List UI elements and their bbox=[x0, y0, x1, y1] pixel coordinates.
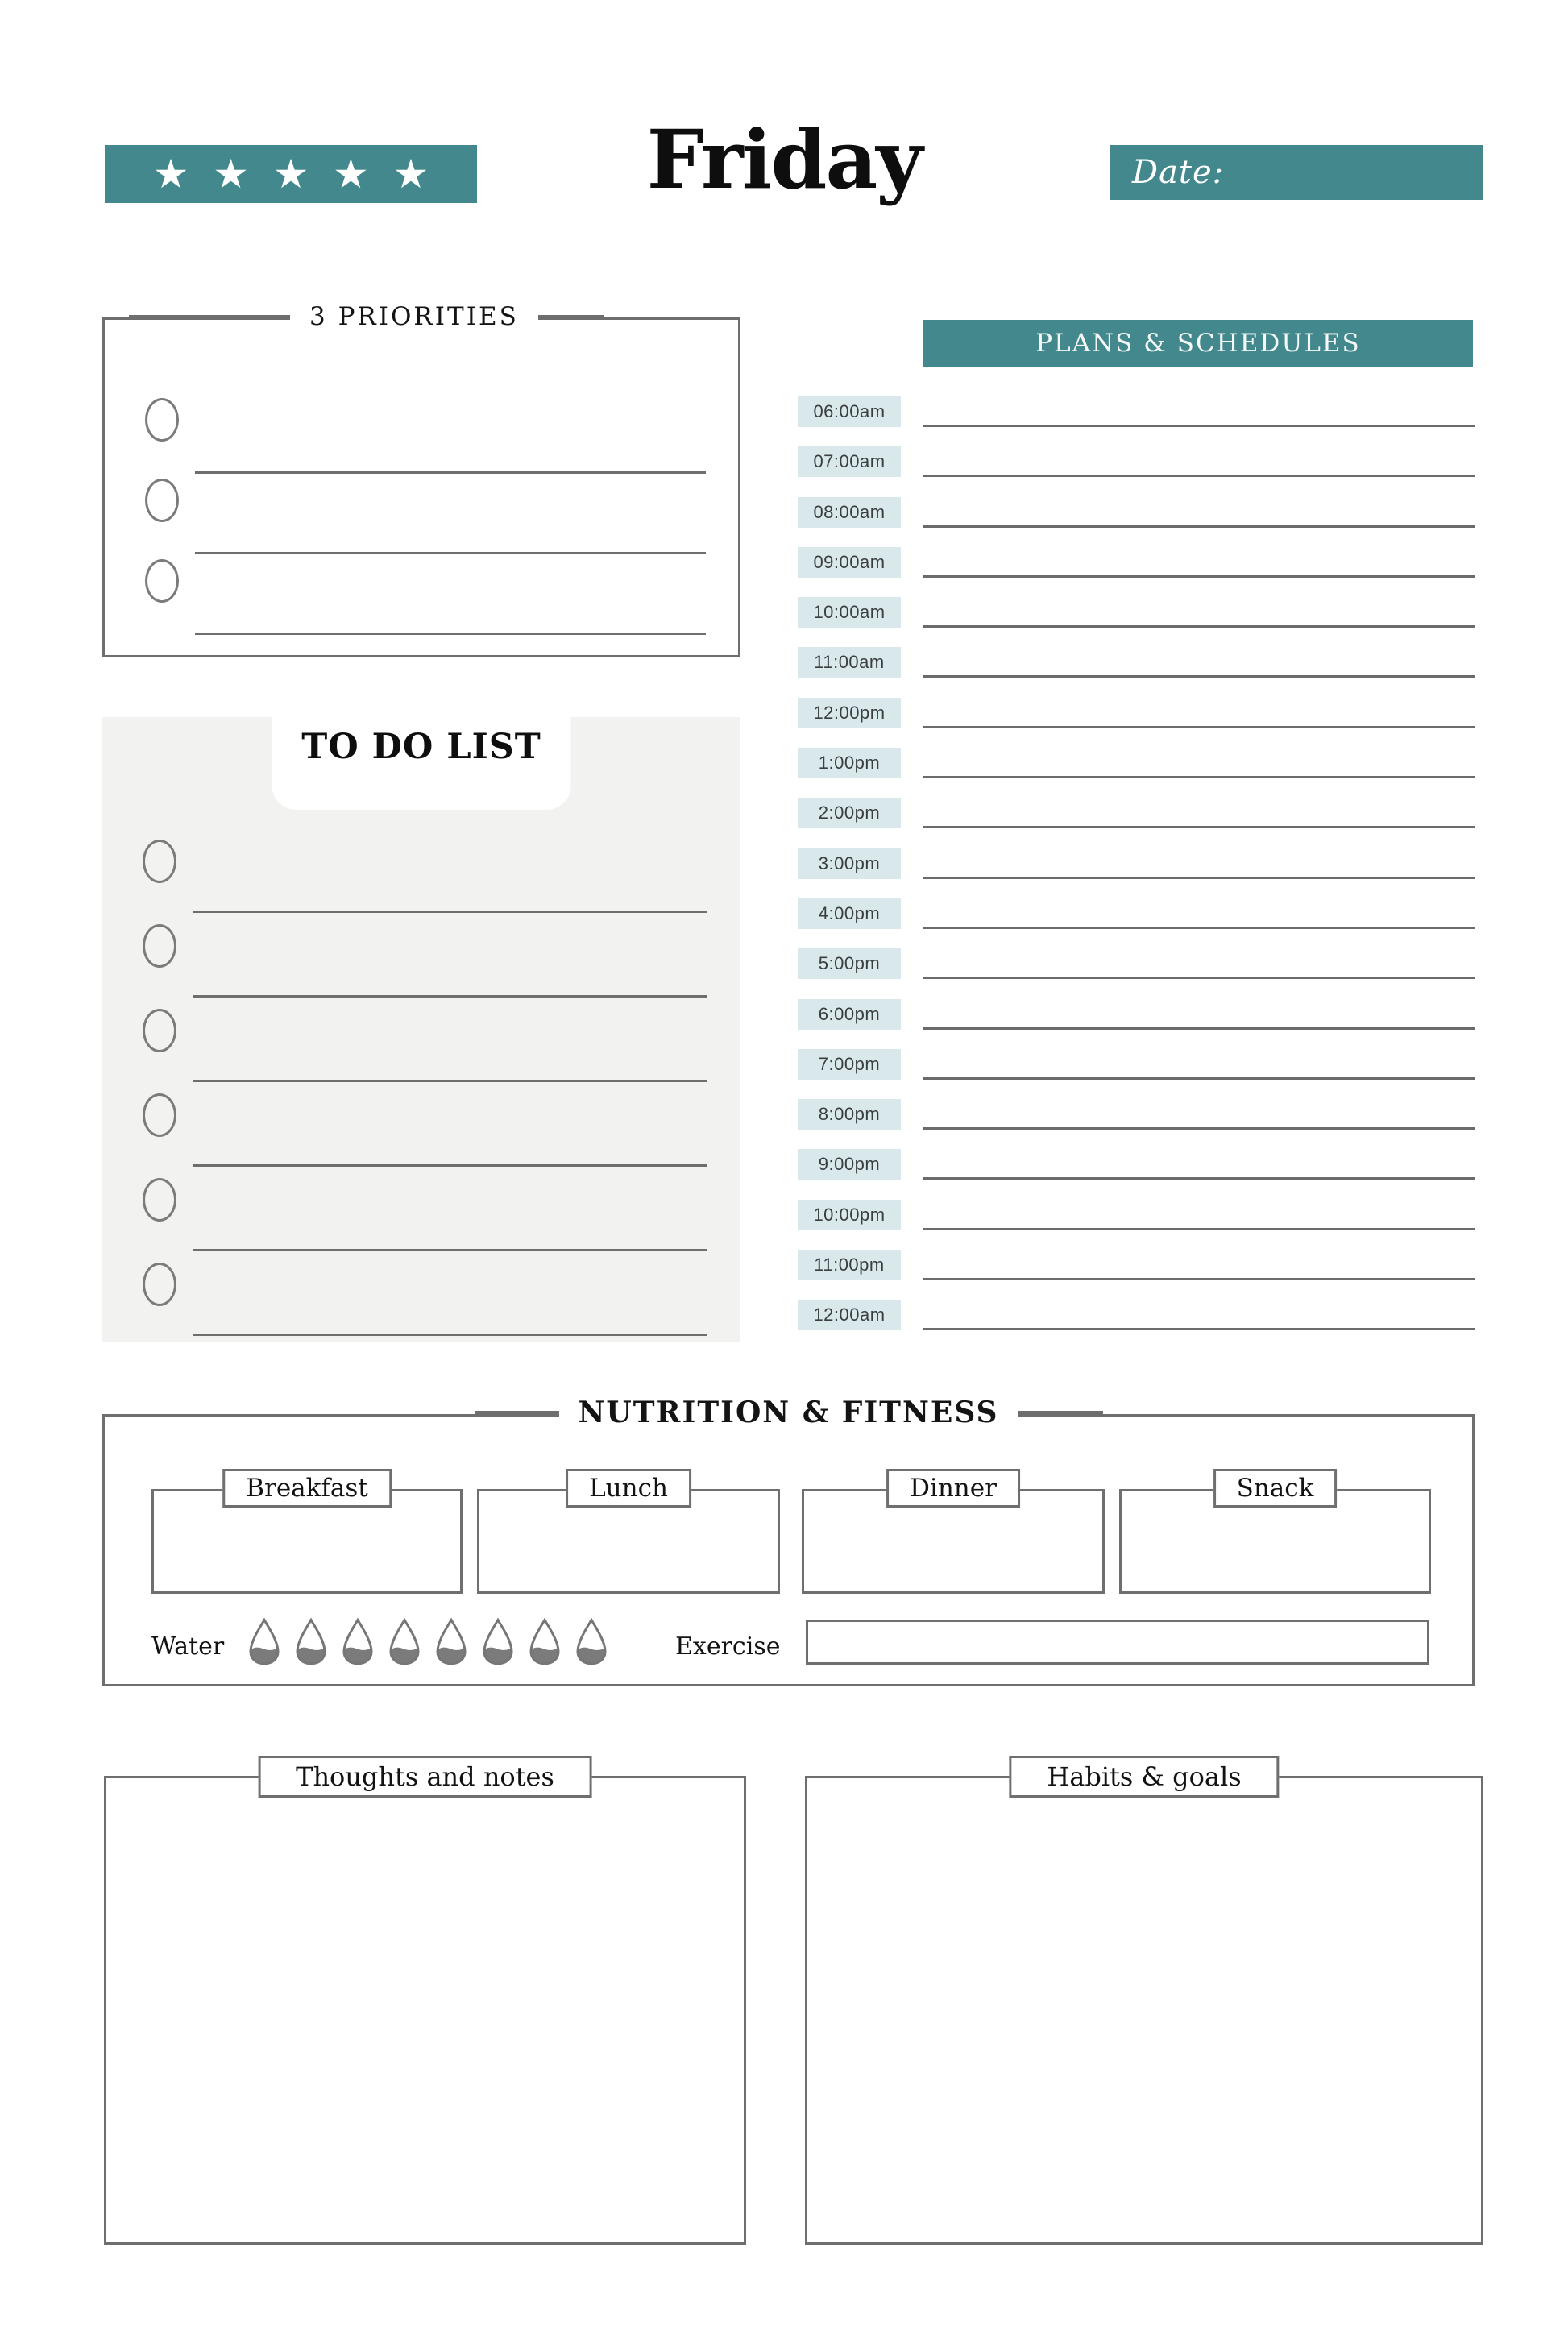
todo-checkbox[interactable] bbox=[143, 1178, 176, 1222]
schedule-row bbox=[798, 848, 1475, 898]
priority-checkbox[interactable] bbox=[145, 398, 179, 442]
rule-line bbox=[1018, 1411, 1103, 1414]
time-label: 09:00am bbox=[798, 547, 901, 578]
time-label: 07:00am bbox=[798, 446, 901, 477]
schedule-write-line[interactable] bbox=[923, 1177, 1475, 1180]
schedule-write-line[interactable] bbox=[923, 927, 1475, 929]
todo-checkbox[interactable] bbox=[143, 1263, 176, 1306]
schedule-row bbox=[798, 547, 1475, 597]
snack-box[interactable] bbox=[1119, 1474, 1431, 1594]
water-drop-icon[interactable] bbox=[480, 1616, 516, 1667]
notes-title: Thoughts and notes bbox=[258, 1756, 592, 1798]
star-icon: ★ bbox=[213, 151, 249, 197]
list-item bbox=[143, 924, 716, 1009]
priorities-title: 3 PRIORITIES bbox=[129, 302, 604, 331]
schedule-row bbox=[798, 1049, 1475, 1099]
star-icon: ★ bbox=[272, 151, 309, 197]
star-icon: ★ bbox=[392, 151, 429, 197]
schedule-title: PLANS & SCHEDULES bbox=[1035, 329, 1361, 358]
star-icon: ★ bbox=[152, 151, 189, 197]
water-tracker bbox=[247, 1616, 609, 1667]
todo-section bbox=[102, 717, 740, 1342]
schedule-write-line[interactable] bbox=[923, 1328, 1475, 1330]
page-title: Friday bbox=[646, 112, 922, 207]
time-label: 2:00pm bbox=[798, 798, 901, 828]
schedule-write-line[interactable] bbox=[923, 1027, 1475, 1030]
todo-checkbox[interactable] bbox=[143, 1009, 176, 1052]
priority-write-line[interactable] bbox=[195, 471, 706, 474]
rule-line bbox=[538, 315, 604, 318]
time-label: 12:00am bbox=[798, 1300, 901, 1330]
list-item bbox=[143, 1093, 716, 1178]
schedule-write-line[interactable] bbox=[923, 1228, 1475, 1230]
list-item bbox=[145, 479, 719, 559]
todo-write-line[interactable] bbox=[193, 1249, 707, 1251]
time-label: 08:00am bbox=[798, 497, 901, 528]
date-label: Date: bbox=[1132, 154, 1225, 191]
schedule-row bbox=[798, 497, 1475, 547]
schedule-row bbox=[798, 748, 1475, 798]
schedule-write-line[interactable] bbox=[923, 977, 1475, 979]
schedule-row bbox=[798, 1200, 1475, 1250]
exercise-label: Exercise bbox=[675, 1632, 781, 1661]
dinner-box[interactable] bbox=[802, 1474, 1105, 1594]
todo-checkbox[interactable] bbox=[143, 840, 176, 883]
lunch-box[interactable] bbox=[477, 1474, 780, 1594]
exercise-input-box[interactable] bbox=[806, 1620, 1429, 1665]
notes-section[interactable] bbox=[104, 1761, 746, 2245]
schedule-write-line[interactable] bbox=[923, 1278, 1475, 1280]
todo-write-line[interactable] bbox=[193, 911, 707, 913]
habits-title: Habits & goals bbox=[1009, 1756, 1279, 1798]
schedule-row bbox=[798, 898, 1475, 948]
schedule-write-line[interactable] bbox=[923, 1127, 1475, 1130]
water-drop-icon[interactable] bbox=[247, 1616, 282, 1667]
schedule-write-line[interactable] bbox=[923, 877, 1475, 879]
schedule-write-line[interactable] bbox=[923, 726, 1475, 728]
water-drop-icon[interactable] bbox=[433, 1616, 469, 1667]
habits-section[interactable] bbox=[805, 1761, 1483, 2245]
time-label: 11:00pm bbox=[798, 1250, 901, 1280]
list-item bbox=[143, 1178, 716, 1263]
todo-write-line[interactable] bbox=[193, 1080, 707, 1082]
todo-write-line[interactable] bbox=[193, 995, 707, 998]
schedule-row bbox=[798, 396, 1475, 446]
time-label: 10:00am bbox=[798, 597, 901, 628]
time-label: 12:00pm bbox=[798, 698, 901, 728]
priority-checkbox[interactable] bbox=[145, 559, 179, 603]
time-label: 11:00am bbox=[798, 647, 901, 678]
schedule-row bbox=[798, 999, 1475, 1049]
rule-line bbox=[474, 1411, 558, 1414]
nutrition-title: NUTRITION & FITNESS bbox=[474, 1396, 1102, 1429]
snack-label: Snack bbox=[1213, 1469, 1338, 1508]
priority-write-line[interactable] bbox=[195, 633, 706, 635]
nutrition-section bbox=[102, 1396, 1475, 1686]
schedule-write-line[interactable] bbox=[923, 575, 1475, 578]
rule-line bbox=[129, 315, 290, 318]
schedule-row bbox=[798, 698, 1475, 748]
time-label: 9:00pm bbox=[798, 1149, 901, 1180]
time-label: 10:00pm bbox=[798, 1200, 901, 1230]
schedule-row bbox=[798, 798, 1475, 848]
schedule-row bbox=[798, 948, 1475, 998]
schedule-write-line[interactable] bbox=[923, 525, 1475, 528]
todo-checkbox[interactable] bbox=[143, 1093, 176, 1137]
lunch-label: Lunch bbox=[566, 1469, 691, 1508]
time-label: 06:00am bbox=[798, 396, 901, 427]
schedule-write-line[interactable] bbox=[923, 475, 1475, 477]
todo-rows bbox=[143, 840, 716, 1347]
todo-tab bbox=[272, 717, 571, 810]
star-icon: ★ bbox=[333, 151, 369, 197]
time-label: 8:00pm bbox=[798, 1099, 901, 1130]
todo-write-line[interactable] bbox=[193, 1334, 707, 1336]
time-label: 1:00pm bbox=[798, 748, 901, 778]
schedule-row bbox=[798, 446, 1475, 496]
water-drop-icon[interactable] bbox=[293, 1616, 329, 1667]
schedule-write-line[interactable] bbox=[923, 776, 1475, 778]
water-drop-icon[interactable] bbox=[527, 1616, 562, 1667]
dinner-label: Dinner bbox=[886, 1469, 1020, 1508]
list-item bbox=[145, 559, 719, 640]
list-item bbox=[143, 840, 716, 924]
todo-checkbox[interactable] bbox=[143, 924, 176, 968]
schedule-row bbox=[798, 1250, 1475, 1300]
priorities-rows bbox=[145, 398, 719, 640]
priorities-section bbox=[102, 302, 740, 657]
water-drop-icon[interactable] bbox=[574, 1616, 609, 1667]
breakfast-label: Breakfast bbox=[222, 1469, 392, 1508]
schedule-write-line[interactable] bbox=[923, 625, 1475, 628]
time-label: 7:00pm bbox=[798, 1049, 901, 1080]
schedule-row bbox=[798, 647, 1475, 697]
time-label: 3:00pm bbox=[798, 848, 901, 879]
priority-checkbox[interactable] bbox=[145, 479, 179, 522]
water-drop-icon[interactable] bbox=[387, 1616, 422, 1667]
todo-write-line[interactable] bbox=[193, 1164, 707, 1167]
schedule-write-line[interactable] bbox=[923, 1077, 1475, 1080]
list-item bbox=[145, 398, 719, 479]
schedule-write-line[interactable] bbox=[923, 826, 1475, 828]
water-drop-icon[interactable] bbox=[340, 1616, 375, 1667]
schedule-write-line[interactable] bbox=[923, 425, 1475, 427]
time-label: 4:00pm bbox=[798, 898, 901, 929]
list-item bbox=[143, 1009, 716, 1093]
schedule-write-line[interactable] bbox=[923, 675, 1475, 678]
priority-write-line[interactable] bbox=[195, 552, 706, 554]
schedule-row bbox=[798, 1300, 1475, 1350]
schedule-rows bbox=[798, 396, 1475, 1350]
time-label: 5:00pm bbox=[798, 948, 901, 979]
date-field[interactable] bbox=[1110, 145, 1483, 200]
schedule-row bbox=[798, 1099, 1475, 1149]
schedule-section-header bbox=[923, 320, 1473, 367]
schedule-row bbox=[798, 597, 1475, 647]
water-label: Water bbox=[151, 1632, 225, 1661]
list-item bbox=[143, 1263, 716, 1347]
schedule-row bbox=[798, 1149, 1475, 1199]
breakfast-box[interactable] bbox=[151, 1474, 463, 1594]
time-label: 6:00pm bbox=[798, 999, 901, 1030]
todo-title: TO DO LIST bbox=[301, 727, 541, 767]
